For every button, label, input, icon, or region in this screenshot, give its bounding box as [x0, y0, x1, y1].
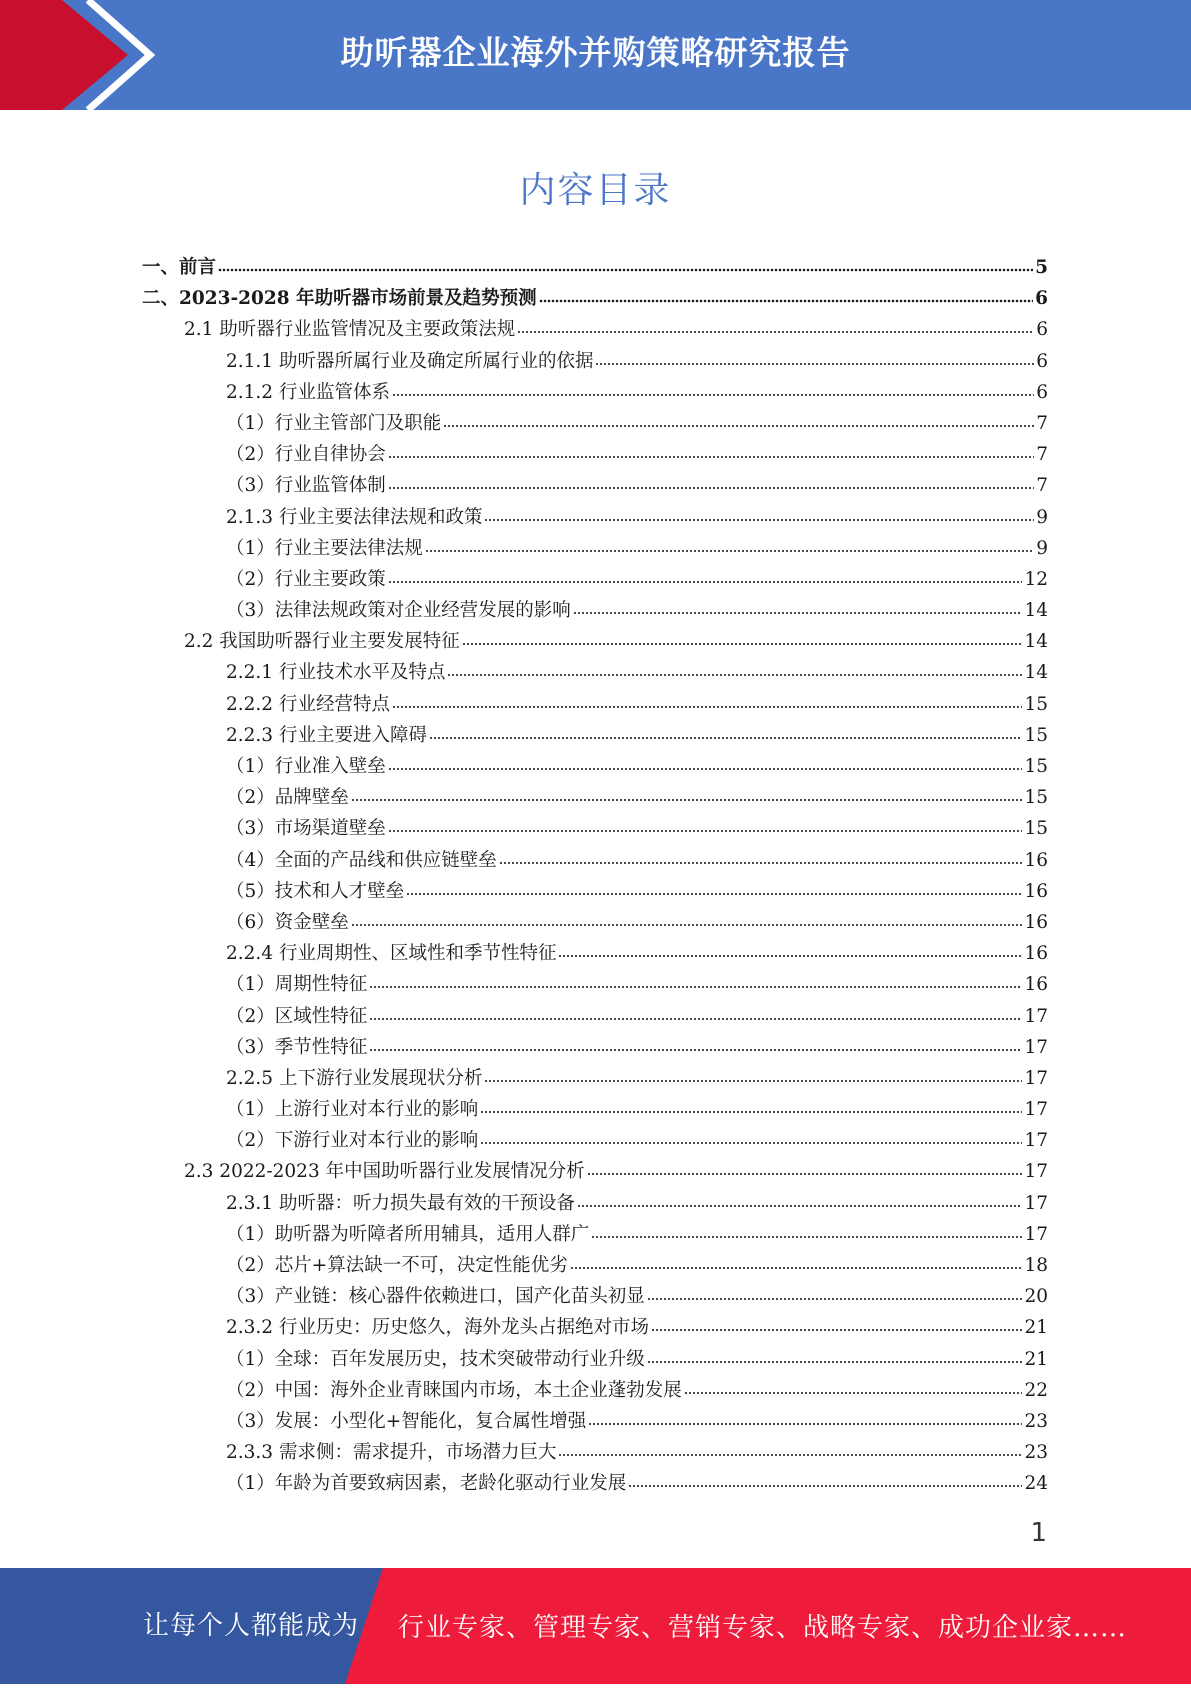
toc-entry-page: 9	[1036, 506, 1048, 528]
dot-leader	[369, 970, 1022, 990]
dot-leader	[388, 565, 1023, 585]
toc-entry-page: 6	[1036, 350, 1048, 372]
dot-leader	[647, 1282, 1023, 1302]
toc-entry[interactable]	[142, 690, 1048, 721]
footer-slogan-left: 让每个人都能成为	[143, 1611, 360, 1641]
toc-entry-label: （3）市场渠道壁垒	[226, 818, 386, 840]
dot-leader	[573, 596, 1023, 616]
dot-leader	[539, 284, 1034, 304]
toc-entry-page: 17	[1024, 1005, 1048, 1027]
toc-entry-label: （1）行业主管部门及职能	[226, 412, 442, 434]
toc-entry-label: 2.3.2 行业历史：历史悠久，海外龙头占据绝对市场	[226, 1317, 649, 1339]
toc-entry-label: 2.3.1 助听器：听力损失最有效的干预设备	[226, 1192, 575, 1214]
header-banner	[0, 0, 1191, 110]
dot-leader	[595, 347, 1034, 367]
toc-entry-page: 7	[1036, 444, 1048, 466]
toc-entry-label: 2.2.4 行业周期性、区域性和季节性特征	[226, 943, 557, 965]
toc-entry[interactable]	[142, 284, 1048, 315]
toc-entry-label: （3）法律法规政策对企业经营发展的影响	[226, 600, 571, 622]
dot-leader	[425, 534, 1034, 554]
toc-entry-label: 2.2.2 行业经营特点	[226, 693, 390, 715]
dot-leader	[517, 315, 1034, 335]
toc-entry-page: 6	[1036, 319, 1048, 341]
toc-entry[interactable]	[142, 970, 1048, 1001]
toc-entry[interactable]	[142, 752, 1048, 783]
toc-entry-page: 16	[1024, 974, 1048, 996]
toc-entry[interactable]	[142, 1064, 1048, 1095]
dot-leader	[647, 1345, 1023, 1365]
toc-entry-page: 23	[1024, 1442, 1048, 1464]
toc-entry[interactable]	[142, 503, 1048, 534]
toc-entry[interactable]	[142, 378, 1048, 409]
toc-entry-label: 二、2023-2028 年助听器市场前景及趋势预测	[142, 288, 537, 310]
toc-entry-page: 7	[1036, 412, 1048, 434]
dot-leader	[388, 814, 1023, 834]
toc-entry[interactable]	[142, 1002, 1048, 1033]
dot-leader	[484, 1064, 1022, 1084]
toc-entry-page: 14	[1024, 600, 1048, 622]
toc-entry-label: （2）行业自律协会	[226, 444, 386, 466]
toc-entry-label: 2.2.5 上下游行业发展现状分析	[226, 1067, 483, 1089]
toc-entry-label: （2）中国：海外企业青睐国内市场，本土企业蓬勃发展	[226, 1379, 682, 1401]
toc-entry-page: 12	[1024, 568, 1048, 590]
toc-entry-page: 14	[1024, 631, 1048, 653]
toc-entry[interactable]	[142, 1313, 1048, 1344]
dot-leader	[388, 752, 1023, 772]
toc-entry[interactable]	[142, 1407, 1048, 1438]
dot-leader	[651, 1313, 1022, 1333]
toc-entry[interactable]	[142, 1345, 1048, 1376]
toc-entry-label: （2）下游行业对本行业的影响	[226, 1130, 479, 1152]
toc-entry-page: 23	[1024, 1410, 1048, 1432]
toc-entry[interactable]	[142, 721, 1048, 752]
toc-entry[interactable]	[142, 1157, 1048, 1188]
toc-entry-label: 2.2.1 行业技术水平及特点	[226, 662, 446, 684]
toc-entry-page: 15	[1024, 818, 1048, 840]
toc-entry-label: （3）发展：小型化+智能化，复合属性增强	[226, 1410, 587, 1432]
dot-leader	[484, 503, 1034, 523]
dot-leader	[480, 1095, 1022, 1115]
toc-entry[interactable]	[142, 627, 1048, 658]
page-number: 1	[1030, 1518, 1047, 1548]
toc-entry-label: 2.1.3 行业主要法律法规和政策	[226, 506, 483, 528]
toc-entry[interactable]	[142, 1033, 1048, 1064]
toc-entry-label: （6）资金壁垒	[226, 911, 349, 933]
toc-entry-label: 一、前言	[142, 257, 217, 278]
toc-entry-label: （1）周期性特征	[226, 974, 368, 996]
dot-leader	[480, 1126, 1022, 1146]
toc-entry-label: 2.2 我国助听器行业主要发展特征	[184, 631, 460, 653]
dot-leader	[443, 409, 1034, 429]
toc-entry-page: 5	[1035, 257, 1048, 278]
toc-entry-page: 16	[1024, 849, 1048, 871]
dot-leader	[351, 783, 1023, 803]
dot-leader	[351, 908, 1023, 928]
dot-leader	[684, 1376, 1023, 1396]
toc-entry-label: （1）行业准入壁垒	[226, 756, 386, 777]
toc-entry[interactable]	[142, 908, 1048, 939]
toc-entry-page: 15	[1024, 756, 1048, 777]
toc-entry[interactable]	[142, 1469, 1048, 1500]
dot-leader	[447, 658, 1022, 678]
toc-entry-page: 21	[1024, 1348, 1048, 1370]
dot-leader	[462, 627, 1023, 647]
toc-entry-page: 17	[1024, 1130, 1048, 1152]
toc-entry[interactable]	[142, 877, 1048, 908]
toc-entry[interactable]	[142, 565, 1048, 596]
toc-entry[interactable]	[142, 783, 1048, 814]
dot-leader	[628, 1469, 1022, 1489]
dot-leader	[218, 253, 1033, 273]
dot-leader	[558, 1438, 1022, 1458]
toc-entry-page: 17	[1024, 1192, 1048, 1214]
toc-entry-label: （1）全球：百年发展历史，技术突破带动行业升级	[226, 1348, 645, 1370]
report-title: 助听器企业海外并购策略研究报告	[340, 33, 851, 72]
toc-entry-page: 17	[1024, 1099, 1048, 1121]
toc-entry[interactable]	[142, 846, 1048, 877]
toc-entry[interactable]	[142, 534, 1048, 565]
toc-entry[interactable]	[142, 409, 1048, 440]
toc-entry-page: 21	[1024, 1317, 1048, 1339]
toc-entry-page: 7	[1036, 475, 1048, 497]
toc-entry-label: （2）芯片+算法缺一不可，决定性能优劣	[226, 1255, 568, 1276]
toc-entry-label: （3）产业链：核心器件依赖进口，国产化苗头初显	[226, 1286, 645, 1308]
toc-entry-page: 6	[1036, 381, 1048, 403]
toc-entry-page: 20	[1024, 1286, 1048, 1308]
toc-entry-label: （4）全面的产品线和供应链壁垒	[226, 849, 497, 871]
footer-banner	[0, 1568, 1191, 1684]
toc-entry-page: 16	[1024, 943, 1048, 965]
toc-entry-label: （1）助听器为听障者所用辅具，适用人群广	[226, 1223, 590, 1245]
toc-entry-page: 22	[1024, 1379, 1048, 1401]
dot-leader	[558, 939, 1022, 959]
toc-entry[interactable]	[142, 1126, 1048, 1157]
dot-leader	[577, 1189, 1022, 1209]
dot-leader	[499, 846, 1023, 866]
toc-entry[interactable]	[142, 347, 1048, 378]
toc-entry-page: 15	[1024, 787, 1048, 809]
toc-entry-page: 17	[1024, 1223, 1048, 1245]
toc-entry[interactable]	[142, 1282, 1048, 1313]
toc-entry-label: （3）季节性特征	[226, 1036, 368, 1058]
dot-leader	[429, 721, 1022, 741]
toc-entry-label: （1）年龄为首要致病因素，老龄化驱动行业发展	[226, 1473, 627, 1495]
toc-entry[interactable]	[142, 1095, 1048, 1126]
dot-leader	[392, 378, 1034, 398]
toc-entry[interactable]	[142, 1376, 1048, 1407]
toc-entry-page: 9	[1036, 537, 1048, 559]
toc-entry-page: 17	[1024, 1067, 1048, 1089]
toc-entry-page: 24	[1024, 1473, 1048, 1495]
toc-entry-page: 15	[1024, 693, 1048, 715]
toc-entry-label: （2）行业主要政策	[226, 568, 386, 590]
toc-entry-page: 18	[1024, 1255, 1048, 1276]
dot-leader	[588, 1407, 1022, 1427]
toc-entry-page: 6	[1035, 288, 1048, 310]
toc-entry-page: 15	[1024, 724, 1048, 746]
toc-entry[interactable]	[142, 1438, 1048, 1469]
toc-entry[interactable]	[142, 440, 1048, 471]
toc-entry-label: 2.3.3 需求侧：需求提升，市场潜力巨大	[226, 1442, 557, 1464]
table-of-contents	[142, 253, 1048, 1501]
toc-entry-label: 2.2.3 行业主要进入障碍	[226, 724, 427, 746]
toc-entry-page: 17	[1024, 1036, 1048, 1058]
toc-entry[interactable]	[142, 253, 1048, 284]
toc-entry[interactable]	[142, 596, 1048, 627]
toc-entry[interactable]	[142, 471, 1048, 502]
toc-entry-page: 16	[1024, 911, 1048, 933]
toc-entry-label: （1）行业主要法律法规	[226, 537, 423, 559]
dot-leader	[570, 1251, 1023, 1271]
toc-entry-label: 2.1.1 助听器所属行业及确定所属行业的依据	[226, 350, 594, 372]
toc-entry-label: （3）行业监管体制	[226, 475, 386, 497]
toc-entry[interactable]	[142, 1220, 1048, 1251]
toc-entry-label: （2）品牌壁垒	[226, 787, 349, 809]
dot-leader	[587, 1157, 1023, 1177]
toc-entry-label: （5）技术和人才壁垒	[226, 880, 405, 902]
dot-leader	[392, 690, 1022, 710]
dot-leader	[591, 1220, 1022, 1240]
toc-entry-label: 2.3 2022-2023 年中国助听器行业发展情况分析	[184, 1161, 585, 1183]
footer-slogan-right: 行业专家、管理专家、营销专家、战略专家、成功企业家……	[398, 1613, 1128, 1643]
dot-leader	[369, 1002, 1022, 1022]
toc-entry[interactable]	[142, 315, 1048, 346]
toc-entry[interactable]	[142, 658, 1048, 689]
dot-leader	[388, 471, 1034, 491]
toc-entry-page: 17	[1024, 1161, 1048, 1183]
toc-entry[interactable]	[142, 1251, 1048, 1282]
toc-entry-label: （2）区域性特征	[226, 1005, 368, 1027]
dot-leader	[406, 877, 1022, 897]
toc-entry[interactable]	[142, 814, 1048, 845]
toc-title: 内容目录	[519, 170, 672, 211]
toc-entry-page: 16	[1024, 880, 1048, 902]
dot-leader	[369, 1033, 1022, 1053]
toc-entry-label: 2.1 助听器行业监管情况及主要政策法规	[184, 319, 516, 341]
toc-entry-page: 14	[1024, 662, 1048, 684]
toc-entry-label: （1）上游行业对本行业的影响	[226, 1099, 479, 1121]
dot-leader	[388, 440, 1034, 460]
toc-entry[interactable]	[142, 1189, 1048, 1220]
toc-entry[interactable]	[142, 939, 1048, 970]
toc-entry-label: 2.1.2 行业监管体系	[226, 381, 390, 403]
